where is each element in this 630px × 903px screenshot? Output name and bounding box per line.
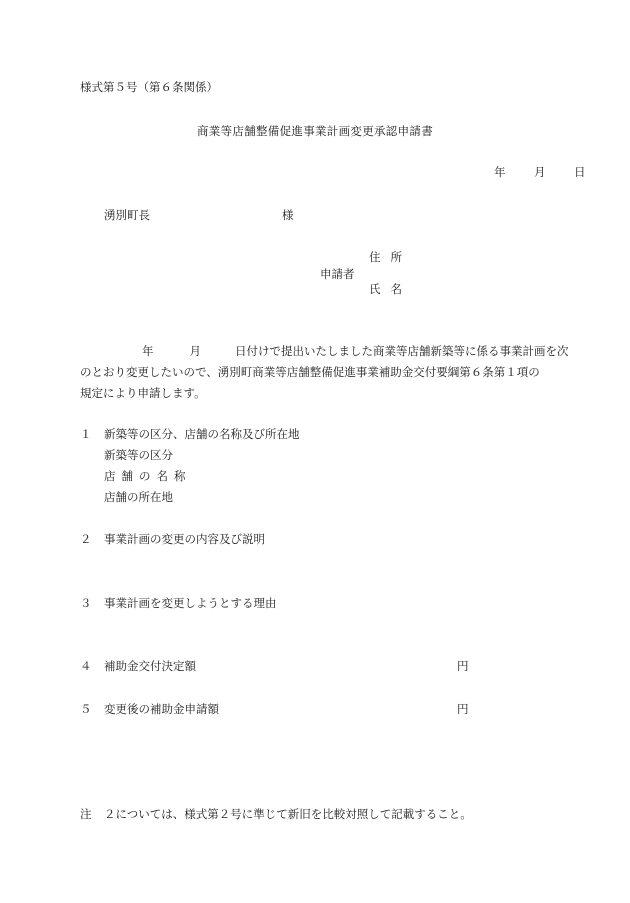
item-4-yen-unit: 円 [457,659,469,673]
item-4-number: ４ [80,659,92,673]
statement-line-1-text: 日付けで提出いたしました商業等店舗新築等に係る事業計画を次 [235,344,569,358]
statement-line-1 [80,341,585,362]
note-mark: 注 [80,807,92,821]
item-5-yen-unit: 円 [457,702,469,716]
item-1-subitem-category: 新築等の区分 [104,448,173,462]
date-day-label: 日 [574,165,586,179]
item-3-label: 事業計画を変更しようとする理由 [104,596,277,610]
statement-line-3: 規定により申請します。 [80,386,206,400]
addressee-name: 湧別町長 [104,208,150,222]
item-2-number: ２ [80,532,92,546]
applicant-name-label: 氏名 [369,282,412,296]
item-5-number: ５ [80,702,92,716]
item-1-label: 新築等の区分、店舗の名称及び所在地 [104,427,300,441]
statement-month: 月 [189,344,201,358]
form-number: 様式第５号（第６条関係） [80,80,218,94]
date-year-label: 年 [494,165,506,179]
addressee-honorific: 様 [282,208,294,222]
document-title: 商業等店舗整備促進事業計画変更承認申請書 [197,124,433,138]
item-5-label: 変更後の補助金申請額 [104,702,219,716]
item-1-subitem-store-name: 店舗の名称 [104,469,192,483]
item-4-label: 補助金交付決定額 [104,659,196,673]
applicant-address-label: 住所 [369,250,412,264]
item-2-label: 事業計画の変更の内容及び説明 [104,532,265,546]
statement-year: 年 [142,344,154,358]
statement-line-2: のとおり変更したいので、湧別町商業等店舗整備促進事業補助金交付要綱第６条第１項の [80,365,540,379]
request-statement [80,341,585,404]
item-3-number: ３ [80,596,92,610]
note-text: ２については、様式第２号に準じて新旧を比較対照して記載すること。 [104,807,472,821]
date-month-label: 月 [534,165,546,179]
item-1-subitem-location: 店舗の所在地 [104,490,173,504]
item-1-number: １ [80,427,92,441]
applicant-label: 申請者 [320,267,355,281]
